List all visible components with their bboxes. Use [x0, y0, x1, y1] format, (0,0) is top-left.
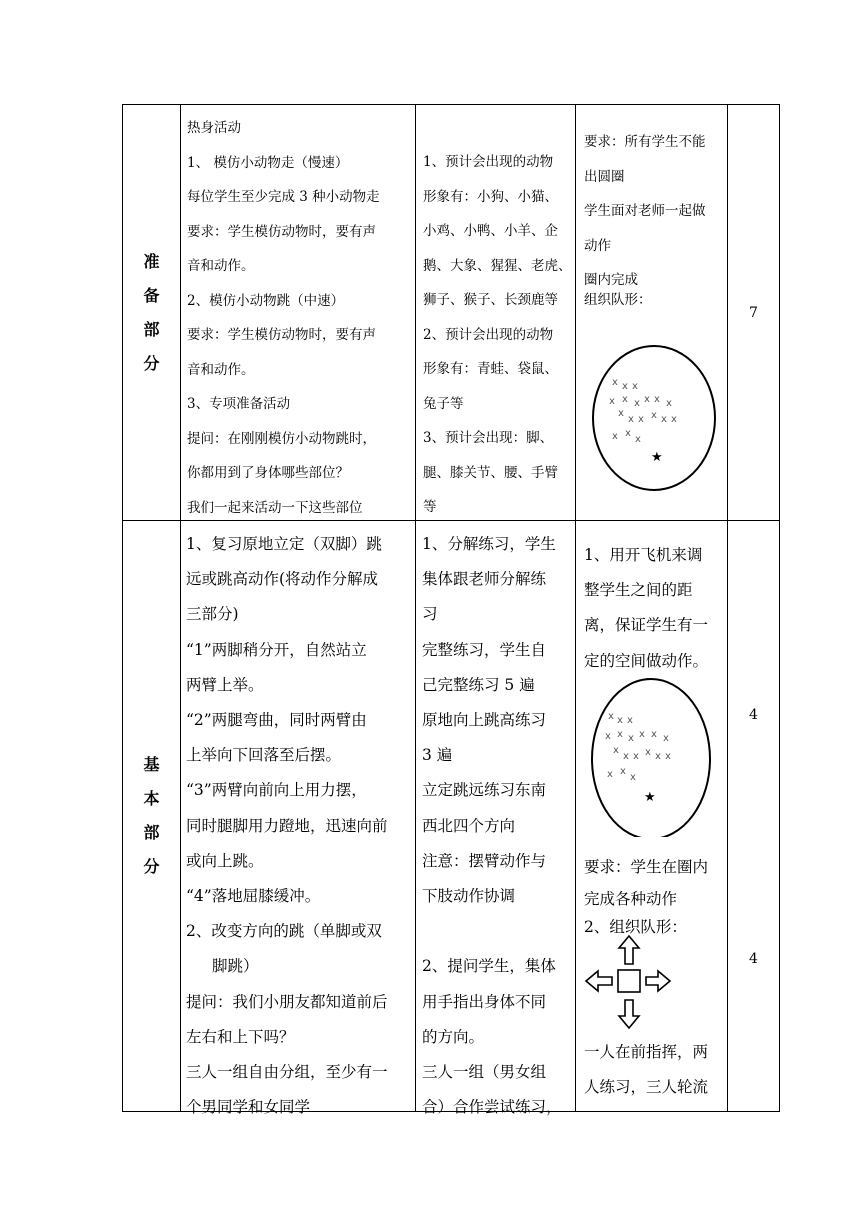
- circle-formation-diagram: [589, 344, 719, 494]
- svg-text:x: x: [671, 414, 677, 425]
- svg-text:x: x: [627, 715, 633, 726]
- svg-text:x: x: [654, 394, 660, 405]
- svg-text:x: x: [651, 729, 657, 740]
- svg-text:x: x: [623, 751, 629, 762]
- svg-text:x: x: [612, 431, 618, 442]
- svg-text:x: x: [620, 766, 626, 777]
- lesson-plan-table: [122, 104, 780, 1117]
- svg-text:x: x: [635, 434, 641, 445]
- warmup-organization: 要求：所有学生不能 出圆圈 学生面对老师一起做 动作 圈内完成: [584, 134, 706, 288]
- circle-formation-diagram: [589, 677, 719, 837]
- student-x-markers: [605, 711, 671, 783]
- arrow-right-icon: [646, 971, 670, 991]
- table-border-right: [779, 104, 780, 1112]
- svg-text:x: x: [666, 398, 672, 409]
- svg-text:x: x: [634, 398, 640, 409]
- svg-text:x: x: [607, 769, 613, 780]
- basic-method: 1、分解练习，学生 集体跟老师分解练 习 完整练习，学生自 己完整练习 5 遍 原地向上跳高练习 3 遍 立定跳远练习东南 西北四个方向 注意：摆臂动作与 下肢动作协调 2、提问学生，集体 用手指出身体不同 的方向。 三人一组（男女组 合）合作尝试练习，: [422, 535, 562, 1117]
- svg-text:x: x: [617, 715, 623, 726]
- warmup-method: 1、预计会出现的动物 形象有：小狗、小猫、 小鸡、小鸭、小羊、企 鹅、大象、猩猩、老虎、 狮子、猴子、长颈鹿等 2、预计会出现的动物 形象有：青蛙、袋鼠、 兔子等 3、预计会出现：脚、 腿、膝关节、腰、手臂 等: [423, 154, 572, 515]
- svg-text:x: x: [622, 381, 628, 392]
- col-divider: [575, 104, 576, 1112]
- svg-text:x: x: [609, 396, 615, 407]
- svg-text:x: x: [663, 733, 669, 744]
- warmup-content: 热身活动 1、 模仿小动物走（慢速） 每位学生至少完成 3 种小动物走 要求：学生模仿动物时，要有声 音和动作。 2、模仿小动物跳（中速） 要求：学生模仿动物时，要有声 音和动作。 3、专项准备活动 提问：在刚刚模仿小动物跳时， 你都用到了身体哪些部位？ 我们一起来活动一下这些部位: [187, 120, 380, 516]
- direction-arrows-diagram: [584, 934, 672, 1030]
- svg-text:x: x: [630, 772, 636, 783]
- svg-text:x: x: [613, 745, 619, 756]
- section-label-basic: 基 本 部 分: [143, 755, 160, 876]
- basic-time-1: 4: [749, 707, 758, 723]
- svg-text:x: x: [608, 711, 614, 722]
- col-divider: [180, 104, 181, 1112]
- star-icon: ★: [644, 790, 656, 805]
- svg-text:x: x: [655, 751, 661, 762]
- svg-text:x: x: [645, 747, 651, 758]
- svg-text:x: x: [612, 377, 618, 388]
- svg-text:x: x: [628, 414, 634, 425]
- basic-content: 1、复习原地立定（双脚）跳 远或跳高动作(将动作分解成 三部分) “1”两脚稍分开，自然站立 两臂上举。 “2”两腿弯曲，同时两臂由 上举向下回落至后摆。 “3”两臂向前向上用力摆， 同时腿脚用力蹬地，迅速向前 或向上跳。 “4”落地屈膝缓冲。 2、改变方向的跳（单脚或双 脚跳） 提问：我们小朋友都知道前后 左右和上下吗？ 三人一组自由分组，至少有一 个男同学和女同学: [186, 535, 388, 1117]
- section-label-warmup: 准 备 部 分: [143, 251, 160, 373]
- col-divider: [415, 104, 416, 1112]
- arrow-left-icon: [586, 971, 612, 991]
- svg-text:x: x: [639, 729, 645, 740]
- svg-text:x: x: [622, 394, 628, 405]
- svg-text:x: x: [661, 414, 667, 425]
- basic-organization-mid: 要求：学生在圈内 完成各种动作 2、组织队形：: [584, 858, 709, 937]
- arrow-down-icon: [619, 1000, 639, 1028]
- warmup-time: 7: [749, 304, 758, 321]
- center-square: [618, 970, 640, 992]
- svg-text:x: x: [632, 381, 638, 392]
- svg-text:x: x: [625, 428, 631, 439]
- svg-text:x: x: [651, 410, 657, 421]
- svg-text:x: x: [605, 731, 611, 742]
- student-x-markers: [609, 377, 677, 445]
- svg-text:x: x: [638, 414, 644, 425]
- svg-text:x: x: [644, 394, 650, 405]
- svg-text:x: x: [665, 751, 671, 762]
- svg-text:x: x: [628, 733, 634, 744]
- basic-time-2: 4: [749, 951, 758, 967]
- star-icon: ★: [651, 450, 663, 465]
- svg-text:x: x: [633, 751, 639, 762]
- table-border-top: [122, 104, 780, 105]
- basic-organization-top: 1、用开飞机来调 整学生之间的距 离，保证学生有一 定的空间做动作。: [584, 546, 709, 670]
- warmup-formation-label: 组织队形：: [584, 292, 652, 308]
- svg-text:x: x: [617, 729, 623, 740]
- svg-text:x: x: [618, 408, 624, 419]
- formation-circle: [592, 679, 710, 837]
- basic-organization-bottom: 一人在前指挥，两 人练习，三人轮流: [584, 1043, 709, 1097]
- arrow-up-icon: [619, 936, 639, 964]
